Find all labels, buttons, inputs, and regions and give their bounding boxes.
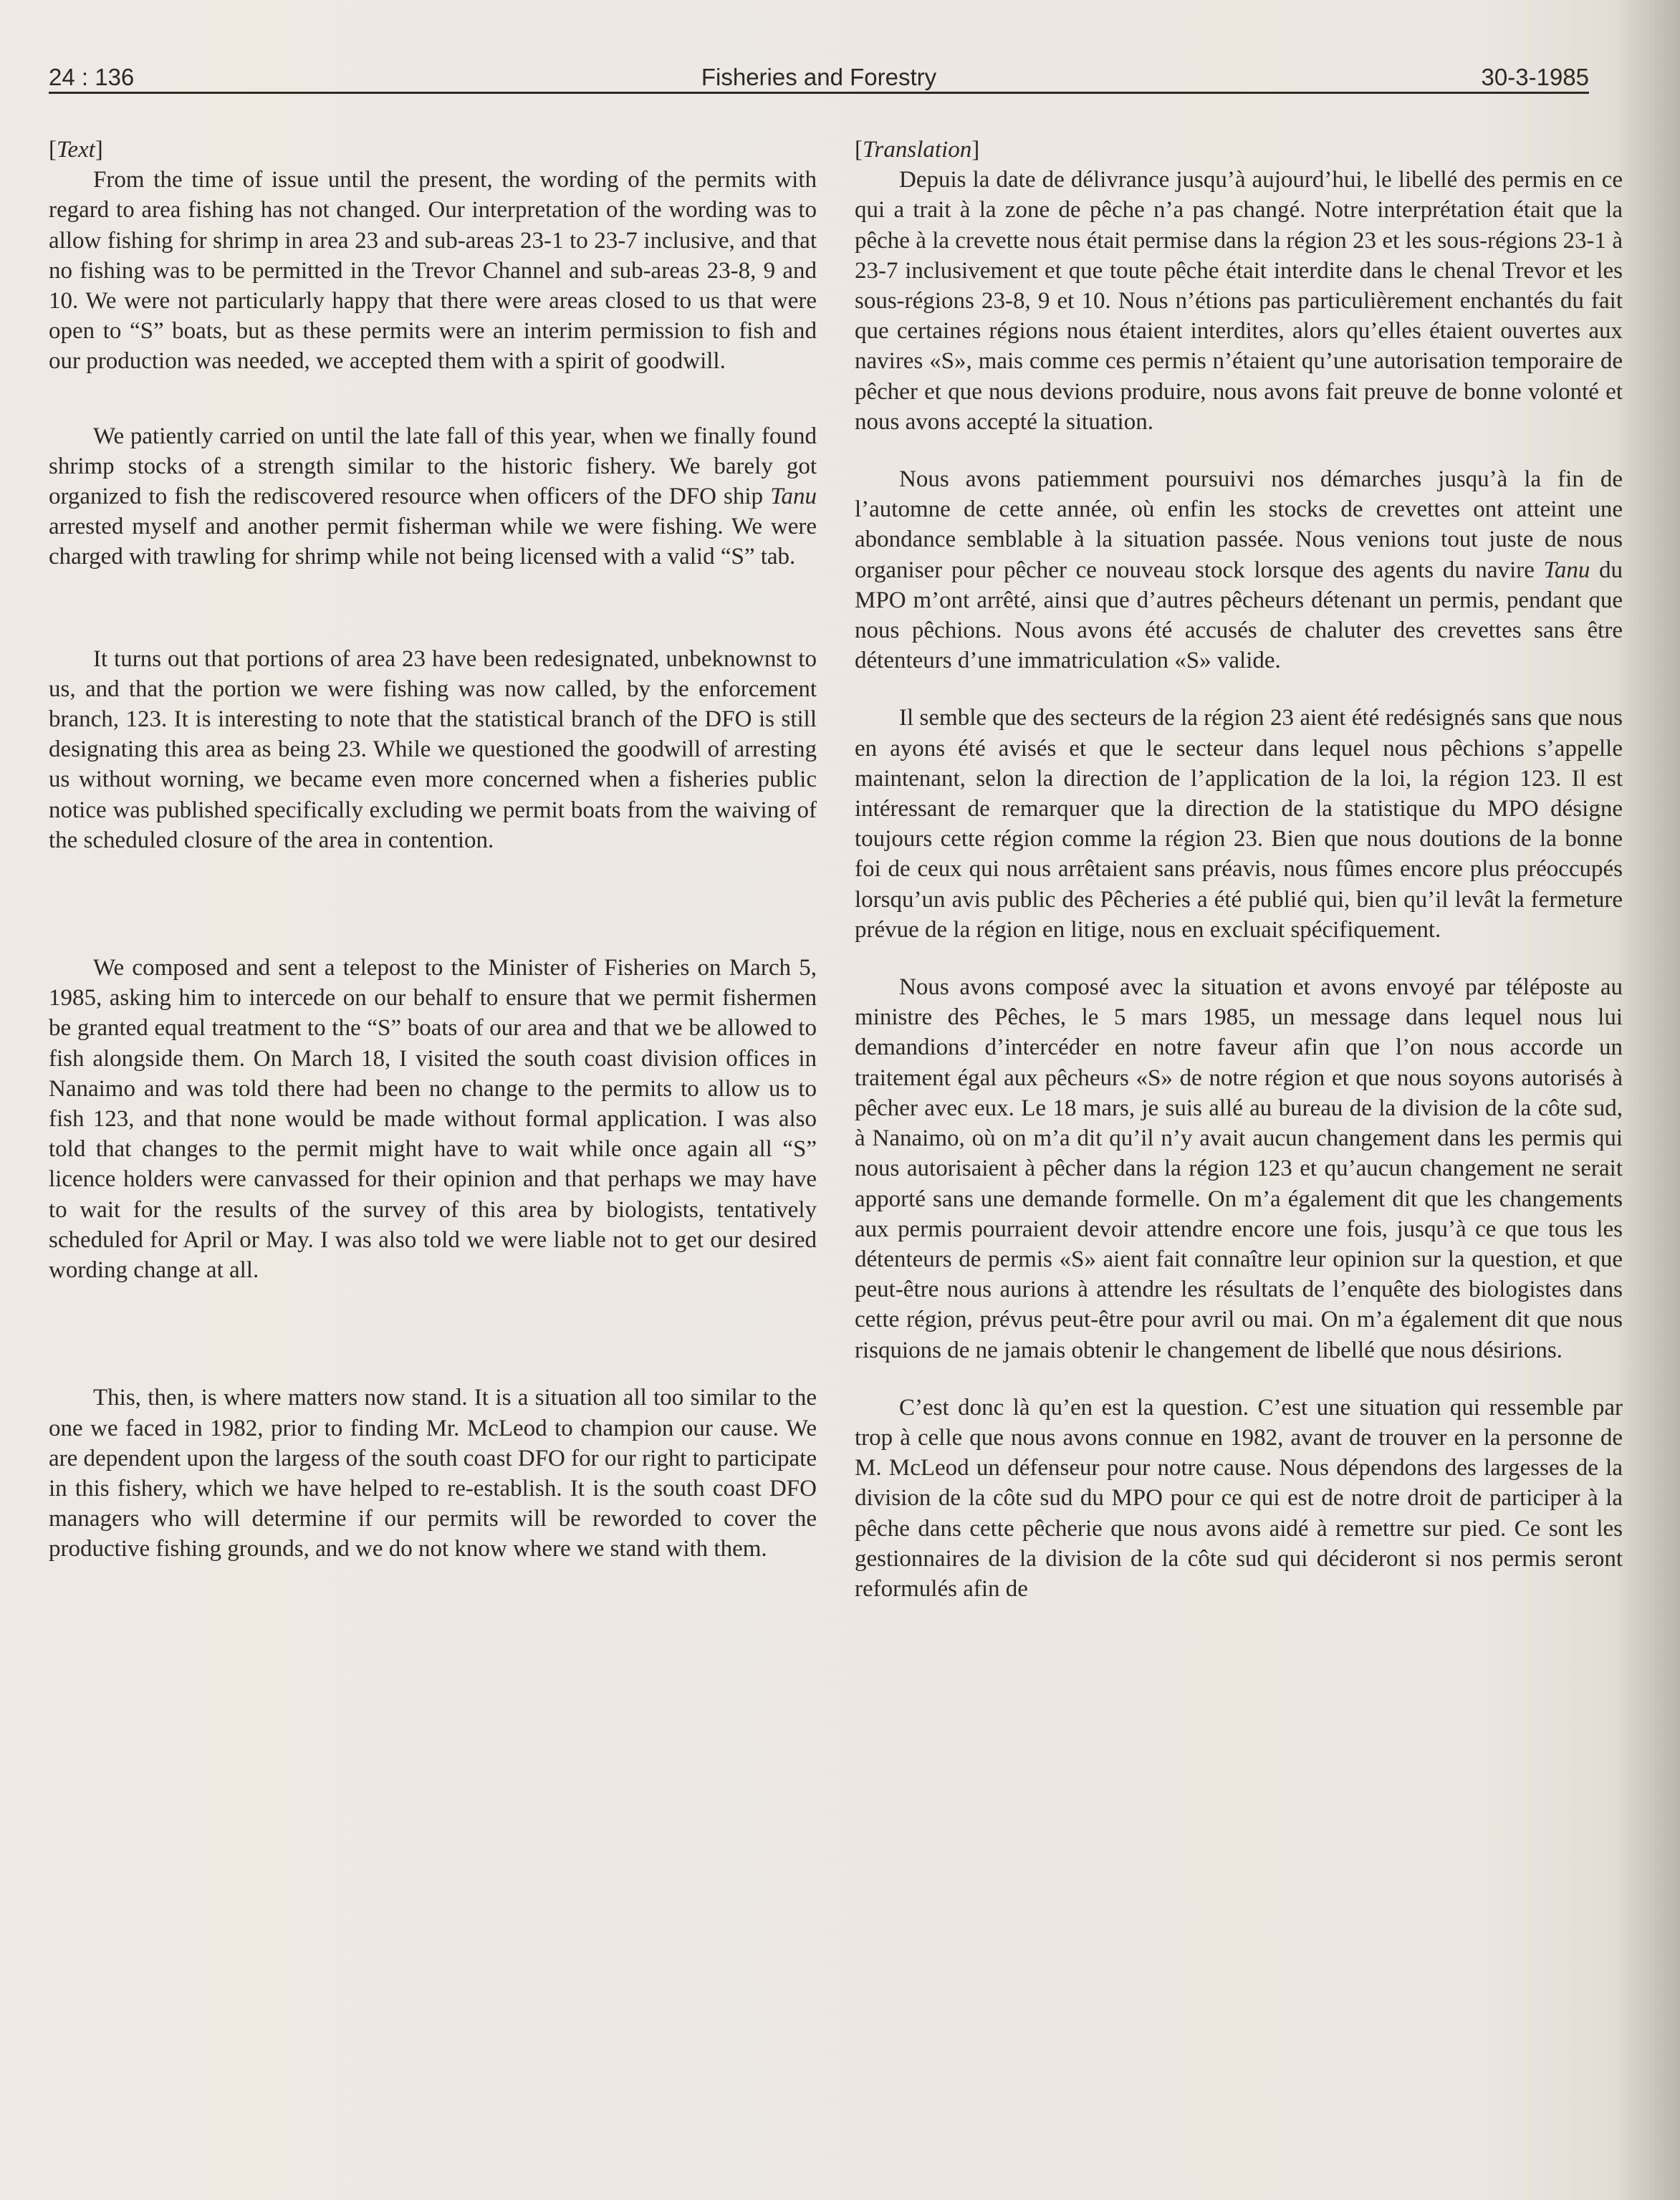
translation-label: [Translation] xyxy=(855,137,980,163)
french-paragraph-4: Nous avons composé avec la situation et avons envoyé par téléposte au ministre des Pêches, le 5 mars 1985, un message dans lequel nous lui demandions d’intercéder en notre faveur afin que l’on nous accorde un traitement égal aux pêcheurs «S» de notre région et que nous soyons autorisés à pêcher avec eux. Le 18 mars, je suis allé au bureau de la division de la côte sud, à Nanaimo, où on m’a dit qu’il n’y avait aucun changement dans les permis qui nous autorisaient à pêcher dans la région 123 et qu’aucun changement ne serait apporté sans une demande formelle. On m’a également dit que les changements aux permis pourraient devoir attendre encore une fois, jusqu’à ce que tous les détenteurs de permis «S» aient fait connaître leur opinion sur la question, et que peut-être nous aurions à attendre les résultats de l’enquête des biologistes dans cette région, prévus peut-être pour avril ou mai. On m’a également dit que nous risquions de ne jamais obtenir le changement de libellé que nous désirions. xyxy=(855,974,1623,1363)
english-paragraph-4: We composed and sent a telepost to the Minister of Fisheries on March 5, 1985, asking him to intercede on our behalf to ensure that we permit fishermen be granted equal treatment to the “S” boats of our area and that we be allowed to fish alongside them. On March 18, I visited the south coast division offices in Nanaimo and was told there had been no change to the permits to allow us to fish 123, and that none would be made without formal application. I was also told that changes to the permit might have to wait while once again all “S” licence holders were canvassed for their opinion and that perhaps we may have to wait for the results of the survey of this area by biologists, tentatively scheduled for April or May. I was also told we were liable not to get our desired wording change at all. xyxy=(49,955,817,1284)
french-paragraph-3: Il semble que des secteurs de la région 23 aient été redésignés sans que nous en ayons été avisés et que le secteur dans lequel nous pêchions s’appelle maintenant, selon la direction de l’application de la loi, la région 123. Il est intéressant de remarquer que la direction de la statistique du MPO désigne toujours cette région comme la région 23. Bien que nous doutions de la bonne foi de ceux qui nous arrêtaient sans préavis, nous fûmes encore plus préoccupés lorsqu’un avis public des Pêcheries a été publié qui, bien qu’il levât la fermeture prévue de la région en litige, nous en excluait spécifiquement. xyxy=(855,705,1623,943)
french-column xyxy=(855,135,1623,1604)
issue-date: 30-3-1985 xyxy=(1481,64,1589,90)
english-paragraph-2: We patiently carried on until the late fall of this year, when we finally found shrimp stocks of a strength similar to the historic fishery. We barely got organized to fish the rediscovered resource when officers of the DFO ship Tanu arrested myself and another permit fisherman while we were fishing. We were charged with trawling for shrimp while not being licensed with a valid “S” tab. xyxy=(49,423,817,570)
english-paragraph-5: This, then, is where matters now stand. It is a situation all too similar to the one we faced in 1982, prior to finding Mr. McLeod to champion our cause. We are dependent upon the largess of the south coast DFO for our right to participate in this fishery, which we have helped to re-establish. It is the south coast DFO managers who will determine if our permits will be reworded to cover the productive fishing grounds, and we do not know where we stand with them. xyxy=(49,1385,817,1562)
french-paragraph-1: Depuis la date de délivrance jusqu’à aujourd’hui, le libellé des permis en ce qui a trait à la zone de pêche n’a pas changé. Notre interprétation était que la pêche à la crevette nous était permise dans la région 23 et les sous-régions 23-1 à 23-7 inclusivement et que toute pêche était interdite dans le chenal Trevor et les sous-régions 23-8, 9 et 10. Nous n’étions pas particulièrement enchantés du fait que certaines régions nous étaient interdites, alors qu’elles étaient ouvertes aux navires «S», mais comme ces permis n’étaient qu’une autorisation temporaire de pêcher et que nous devions produire, nous avons fait preuve de bonne volonté et nous avons accepté la situation. xyxy=(855,167,1623,435)
ship-name: Tanu xyxy=(1543,557,1590,583)
page-number: 24 : 136 xyxy=(49,64,135,90)
english-column xyxy=(49,135,817,1565)
french-paragraph-2: Nous avons patiemment poursuivi nos démarches jusqu’à la fin de l’automne de cette année, où enfin les stocks de crevettes ont atteint une abondance semblable à la situation passée. Nous venions tout juste de nous organiser pour pêcher ce nouveau stock lorsque des agents du navire Tanu du MPO m’ont arrêté, ainsi que d’autres pêcheurs détenant un permis, pendant que nous pêchions. Nous avons été accusés de chaluter des crevettes sans être détenteurs d’une immatriculation «S» valide. xyxy=(855,466,1623,674)
ship-name: Tanu xyxy=(770,484,817,510)
english-paragraph-1: From the time of issue until the present, the wording of the permits with regard to area fishing has not changed. Our interpretation of the wording was to allow fishing for shrimp in area 23 and sub-areas 23-1 to 23-7 inclusive, and that no fishing was to be permitted in the Trevor Channel and sub-areas 23-8, 9 and 10. We were not particularly happy that there were areas closed to us that were open to “S” boats, but as these permits were an interim permission to fish and our production was needed, we accepted them with a spirit of goodwill. xyxy=(49,167,817,375)
english-paragraph-3: It turns out that portions of area 23 have been redesignated, unbeknownst to us, and that the portion we were fishing was now called, by the enforcement branch, 123. It is interesting to note that the statistical branch of the DFO is still designating this area as being 23. While we questioned the goodwill of arresting us without worning, we became even more concerned when a fisheries public notice was published specifically excluding we permit boats from the waiving of the scheduled closure of the area in contention. xyxy=(49,645,817,853)
french-paragraph-5: C’est donc là qu’en est la question. C’est une situation qui ressemble par trop à celle que nous avons connue en 1982, avant de trouver en la personne de M. McLeod un défenseur pour notre cause. Nous dépendons des largesses de la division de la côte sud du MPO pour ce qui est de notre droit de participer à la pêche dans cette pêcherie que nous avons aidé à remettre sur pied. Ce sont les gestionnaires de la division de la côte sud qui décideront si nos permis seront reformulés afin de xyxy=(855,1394,1623,1602)
running-title: Fisheries and Forestry xyxy=(701,64,937,90)
page-header xyxy=(49,63,1589,94)
text-label: [Text] xyxy=(49,137,103,163)
